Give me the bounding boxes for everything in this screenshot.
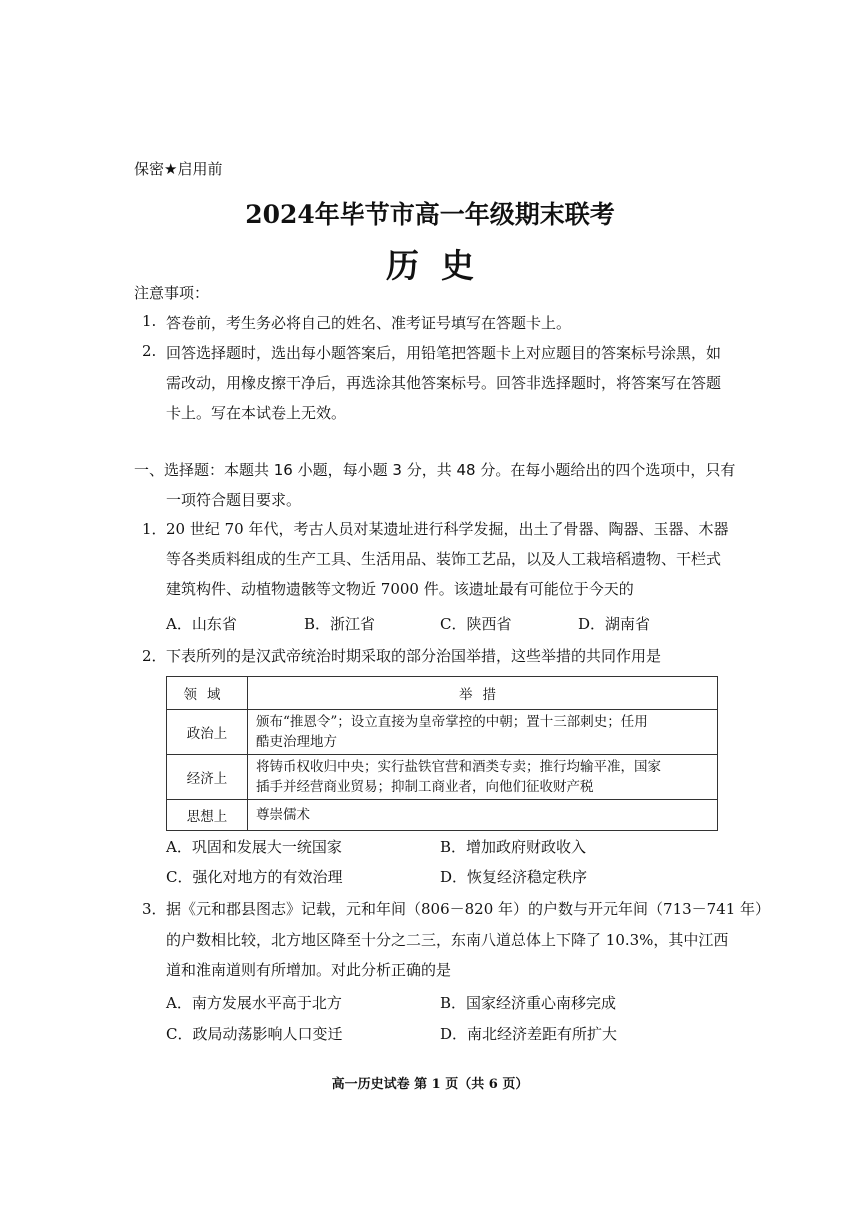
table-cell-field: 思想上 [167, 800, 248, 831]
question-text: 道和淮南道则有所增加。对此分析正确的是 [166, 961, 452, 979]
section-heading-cont: 一项符合题目要求。 [166, 491, 302, 509]
option-b: B．增加政府财政收入 [440, 838, 587, 856]
option-c: C．政局动荡影响人口变迁 [166, 1025, 343, 1043]
question-text: 的户数相比较，北方地区降至十分之二三，东南八道总体上下降了 10.3%，其中江西 [166, 931, 729, 949]
option-a: A．巩固和发展大一统国家 [166, 838, 342, 856]
question-number: 1． [142, 520, 167, 538]
question-text: 等各类质料组成的生产工具、生活用品、装饰工艺品，以及人工栽培稻遗物、干栏式 [166, 550, 722, 568]
notice-item-text: 卡上。写在本试卷上无效。 [166, 404, 347, 422]
notice-item-text: 答卷前，考生务必将自己的姓名、准考证号填写在答题卡上。 [166, 314, 572, 332]
notice-item-number: 1. [142, 312, 157, 330]
question-text: 20 世纪 70 年代，考古人员对某遗址进行科学发掘，出土了骨器、陶器、玉器、木器 [166, 520, 729, 538]
option-d: D．恢复经济稳定秩序 [440, 868, 588, 886]
notice-item-text: 回答选择题时，选出每小题答案后，用铅笔把答题卡上对应题目的答案标号涂黑，如 [166, 344, 722, 362]
option-c: C．陕西省 [440, 615, 512, 633]
table-cell-content [248, 710, 718, 755]
table-cell-content [248, 755, 718, 800]
section-heading: 一、选择题：本题共 16 小题，每小题 3 分，共 48 分。在每小题给出的四个选项中，只有 [134, 461, 736, 479]
notice-item-text: 需改动，用橡皮擦干净后，再选涂其他答案标号。回答非选择题时，将答案写在答题 [166, 374, 722, 392]
question-text: 建筑构件、动植物遗骸等文物近 7000 件。该遗址最有可能位于今天的 [166, 580, 634, 598]
table-row [167, 755, 718, 800]
notice-item-number: 2. [142, 342, 157, 360]
exam-title: 2024年毕节市高一年级期末联考 [245, 200, 615, 229]
option-a: A．南方发展水平高于北方 [166, 994, 342, 1012]
option-d: D．湖南省 [578, 615, 651, 633]
option-b: B．国家经济重心南移完成 [440, 994, 617, 1012]
measures-table [166, 676, 718, 831]
notice-heading: 注意事项： [134, 284, 210, 302]
option-b: B．浙江省 [304, 615, 376, 633]
table-cell-line: 颁布“推恩令”；设立直接为皇帝掌控的中朝；置十三部刺史；任用 [256, 714, 648, 730]
table-cell-field: 经济上 [167, 755, 248, 800]
option-a: A．山东省 [166, 615, 237, 633]
subject-title: 历史 [386, 246, 496, 285]
confidential-mark: 保密★启用前 [134, 160, 223, 178]
table-cell-line: 尊崇儒术 [256, 807, 310, 823]
table-row [167, 800, 718, 831]
option-d: D．南北经济差距有所扩大 [440, 1025, 618, 1043]
question-number: 3． [142, 900, 167, 918]
table-cell-field: 政治上 [167, 710, 248, 755]
page-footer: 高一历史试卷 第 1 页（共 6 页） [331, 1077, 529, 1092]
table-cell-line: 将铸币权收归中央；实行盐铁官营和酒类专卖；推行均输平准，国家 [256, 759, 661, 775]
question-text: 下表所列的是汉武帝统治时期采取的部分治国举措，这些举措的共同作用是 [166, 647, 662, 665]
table-header-row [167, 677, 718, 710]
question-number: 2． [142, 647, 167, 665]
option-c: C．强化对地方的有效治理 [166, 868, 343, 886]
table-row [167, 710, 718, 755]
table-cell-content [248, 800, 718, 831]
question-text: 据《元和郡县图志》记载，元和年间（806－820 年）的户数与开元年间（713－741 年） [166, 900, 771, 918]
table-header-field: 领域 [167, 677, 248, 710]
table-header-measures: 举措 [248, 677, 718, 710]
table-cell-line: 插手并经营商业贸易；抑制工商业者，向他们征收财产税 [256, 779, 594, 795]
table-cell-line: 酷吏治理地方 [256, 734, 337, 750]
